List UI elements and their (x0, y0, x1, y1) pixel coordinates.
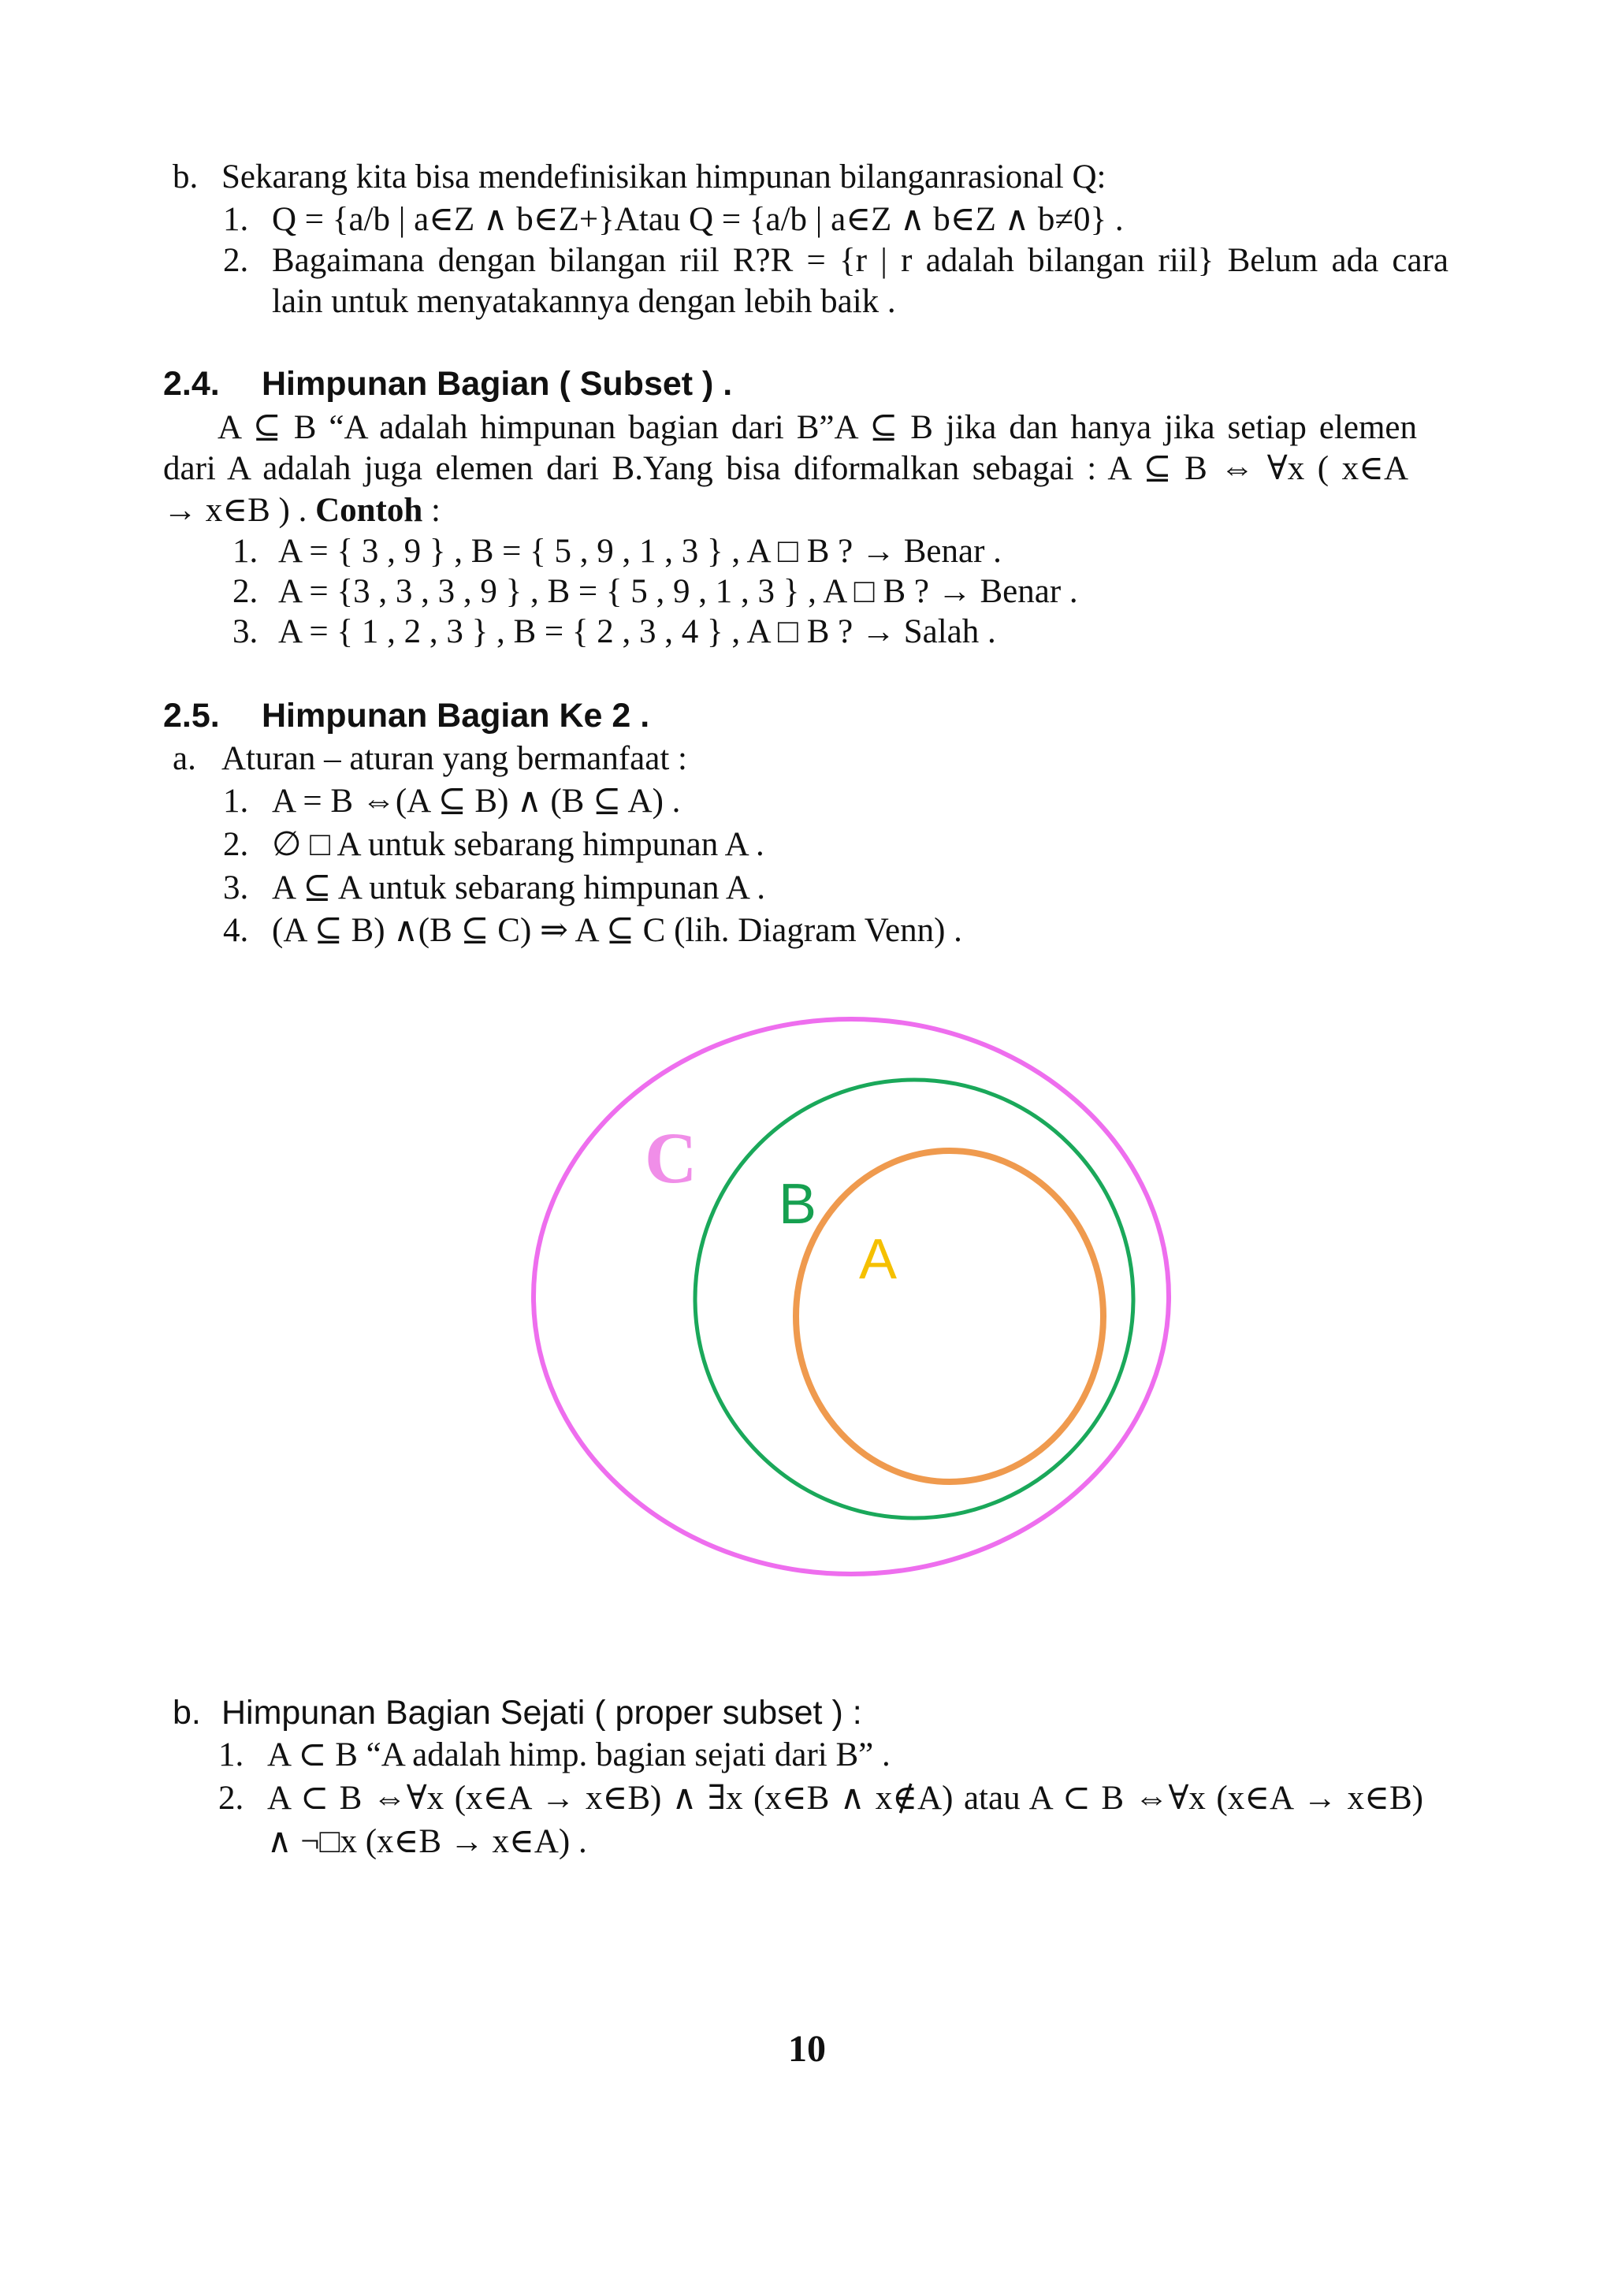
section-number: 2.5. (163, 697, 220, 735)
item-number: 4. (223, 912, 249, 949)
item-number: 2. (223, 242, 249, 279)
item-number: 2. (232, 573, 258, 610)
section-2-4-heading (163, 363, 732, 404)
venn-label-c: C (645, 1118, 697, 1198)
rule-item (223, 910, 962, 951)
item-number: 1. (223, 201, 249, 238)
venn-circle-a (796, 1151, 1103, 1482)
proper-subset-intro-line (173, 1692, 862, 1733)
item-text: A = { 3 , 9 } , B = { 5 , 9 , 1 , 3 } , A □ B ? → Benar . (278, 533, 1002, 570)
rational-intro-line (173, 157, 1106, 198)
rational-item-1 (223, 199, 1124, 240)
item-text: ∅ □ A untuk sebarang himpunan A . (272, 826, 764, 863)
paragraph-text: dari A adalah juga elemen dari B.Yang bisa diformalkan sebagai : A ⊆ B ⇔ ∀x ( x∈A (163, 450, 1408, 487)
item-text: A ⊂ B ⇔∀x (x∈A → x∈B) ∧ ∃x (x∈B ∧ x∉A) atau A ⊂ B ⇔∀x (x∈A → x∈B) (267, 1780, 1423, 1817)
rule-item (223, 781, 680, 822)
item-text: A = {3 , 3 , 3 , 9 } , B = { 5 , 9 , 1 , 3 } , A □ B ? → Benar . (278, 573, 1078, 610)
example-item (232, 612, 996, 653)
proper-subset-item-2-continuation: ∧ ¬□x (x∈B → x∈A) . (267, 1823, 587, 1860)
item-number: 3. (232, 613, 258, 650)
rational-item-2-continuation: lain untuk menyatakannya dengan lebih baik . (272, 283, 896, 320)
venn-label-b: B (779, 1173, 817, 1236)
item-text: Bagaimana dengan bilangan riil R?R = {r | r adalah bilangan riil} Belum ada cara (272, 242, 1449, 279)
rule-item (223, 824, 764, 865)
list-marker: b. (173, 158, 199, 195)
proper-subset-item-2 (218, 1778, 1423, 1819)
example-item (232, 531, 1002, 572)
venn-circle-c (534, 1019, 1169, 1574)
rational-intro-text: Sekarang kita bisa mendefinisikan himpunan bilanganrasional Q: (221, 158, 1106, 195)
proper-subset-intro-text: Himpunan Bagian Sejati ( proper subset ) : (221, 1694, 862, 1732)
rules-intro-line (173, 739, 687, 780)
section-number: 2.4. (163, 365, 220, 403)
venn-label-a: A (859, 1228, 898, 1291)
section-2-5-heading (163, 695, 649, 736)
paragraph-text: : (422, 492, 441, 529)
proper-subset-item-1 (218, 1735, 891, 1776)
item-number: 2. (223, 826, 249, 863)
item-text: (A ⊆ B) ∧(B ⊆ C) ⇒ A ⊆ C (lih. Diagram Venn) . (272, 912, 962, 949)
rule-item (223, 868, 765, 909)
item-number: 1. (218, 1736, 244, 1773)
subset-definition-line-3 (163, 490, 441, 531)
item-text: A ⊂ B “A adalah himp. bagian sejati dari B” . (267, 1736, 891, 1773)
rational-item-2 (223, 240, 1449, 281)
item-number: 3. (223, 869, 249, 906)
item-number: 1. (232, 533, 258, 570)
venn-circle-b (695, 1080, 1133, 1518)
item-text: A = { 1 , 2 , 3 } , B = { 2 , 3 , 4 } , A □ B ? → Salah . (278, 613, 996, 650)
subset-definition-line-1 (218, 407, 1417, 448)
paragraph-text: A ⊆ B “A adalah himpunan bagian dari B”A ⊆ B jika dan hanya jika setiap elemen (218, 409, 1417, 446)
section-title: Himpunan Bagian ( Subset ) . (262, 365, 733, 403)
section-title: Himpunan Bagian Ke 2 . (262, 697, 650, 735)
item-number: 2. (218, 1780, 244, 1817)
example-item (232, 571, 1078, 612)
list-marker: a. (173, 740, 196, 777)
subset-definition-line-2 (163, 448, 1408, 489)
item-number: 1. (223, 783, 249, 820)
item-text: A ⊆ A untuk sebarang himpunan A . (272, 869, 766, 906)
page-number: 10 (788, 2028, 826, 2070)
item-text: A = B ⇔(A ⊆ B) ∧ (B ⊆ A) . (272, 783, 681, 820)
rules-intro-text: Aturan – aturan yang bermanfaat : (221, 740, 687, 777)
list-marker: b. (173, 1694, 201, 1732)
contoh-label: Contoh (315, 492, 423, 529)
item-text: Q = {a/b | a∈Z ∧ b∈Z+}Atau Q = {a/b | a∈Z ∧ b∈Z ∧ b≠0} . (272, 201, 1124, 238)
paragraph-text: → x∈B ) . (163, 492, 316, 529)
